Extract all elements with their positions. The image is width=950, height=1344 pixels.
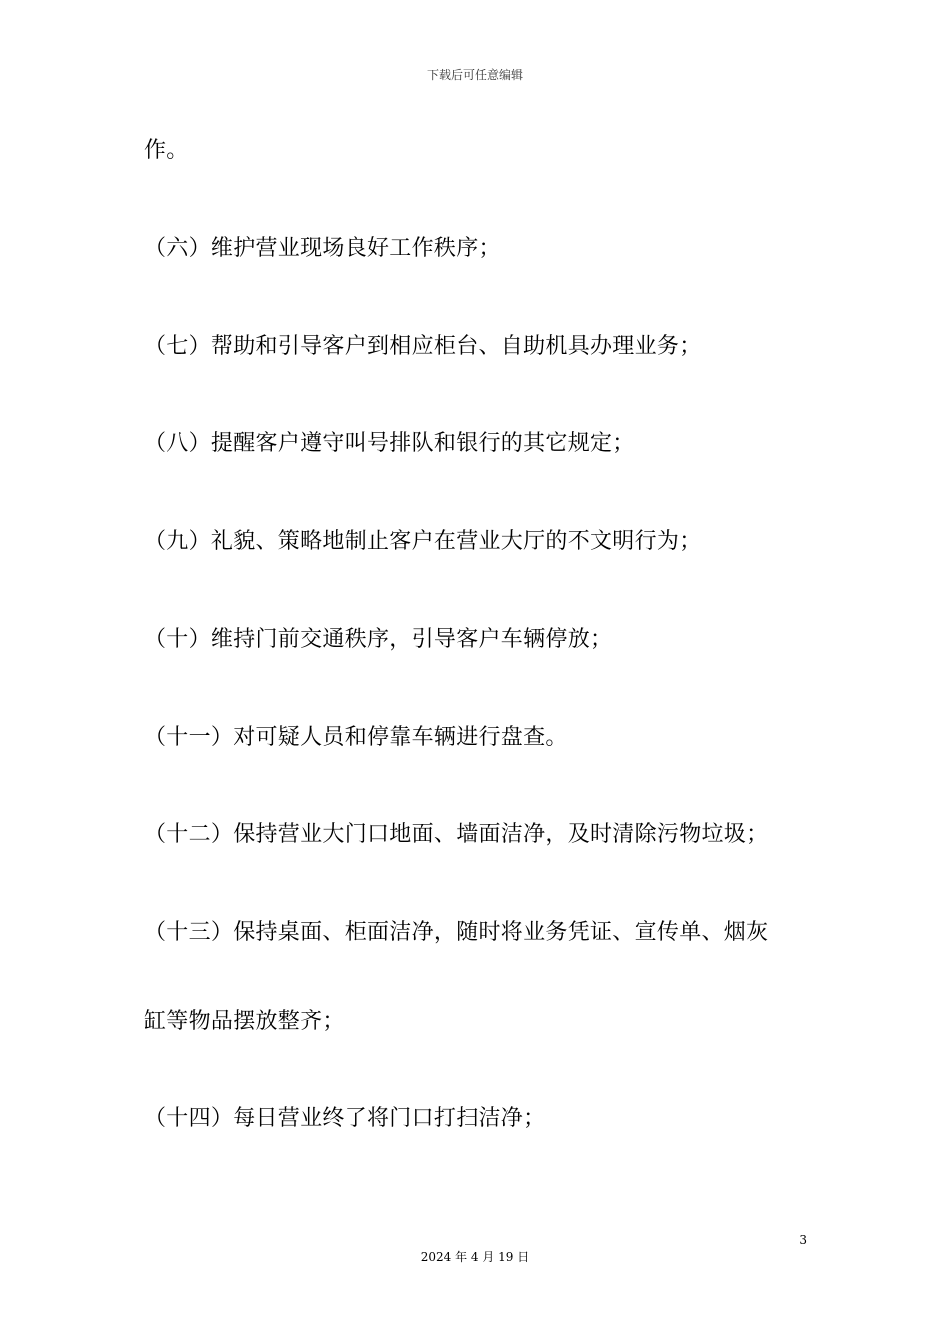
paragraph-line: （十）维持门前交通秩序，引导客户车辆停放； [144,627,613,652]
paragraph-line: （十四）每日营业终了将门口打扫洁净； [144,1106,546,1131]
paragraph-line: 缸等物品摆放整齐； [144,1009,345,1034]
page-number: 3 [799,1233,807,1247]
paragraph-line: （八）提醒客户遵守叫号排队和银行的其它规定； [144,431,635,456]
paragraph-line: （十一）对可疑人员和停靠车辆进行盘查。 [144,725,568,750]
page-header: 下载后可任意编辑 [426,68,523,82]
page-footer-date: 2024 年 4 月 19 日 [420,1250,530,1264]
paragraph-line: （十三）保持桌面、柜面洁净，随时将业务凭证、宣传单、烟灰 [144,920,769,945]
paragraph-line: （十二）保持营业大门口地面、墙面洁净，及时清除污物垃圾； [144,822,769,847]
paragraph-line: （七）帮助和引导客户到相应柜台、自助机具办理业务； [144,334,702,359]
paragraph-line: （九）礼貌、策略地制止客户在营业大厅的不文明行为； [144,529,702,554]
paragraph-line: （六）维护营业现场良好工作秩序； [144,236,501,261]
paragraph-line: 作。 [144,138,189,163]
